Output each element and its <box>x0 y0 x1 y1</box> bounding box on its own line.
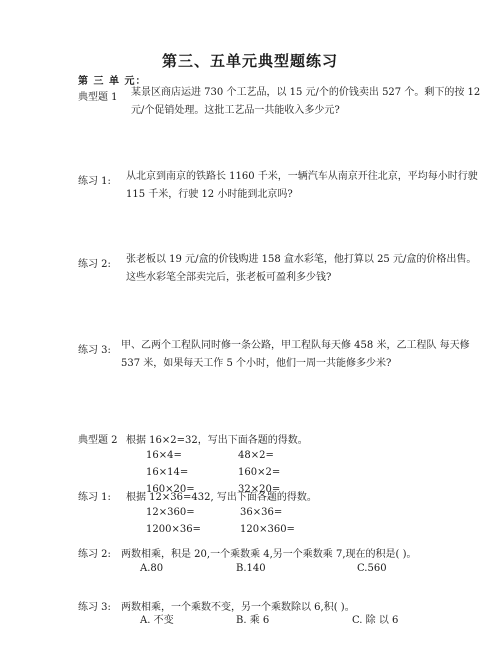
calc-item: 120×360= <box>240 524 295 535</box>
calc-item: 160×2= <box>238 467 281 478</box>
item-label: 典型题 2 <box>78 435 118 446</box>
calc-item: 1200×36= <box>146 524 201 535</box>
question-text: 两数相乘，积是 20,一个乘数乘 4,另一个乘数乘 7,现在的积是( )。 <box>121 549 417 560</box>
calc-item: 16×14= <box>146 467 189 478</box>
option-c: C.560 <box>357 563 387 574</box>
question-text <box>126 168 478 204</box>
calc-item: 48×2= <box>238 450 274 461</box>
calc-item: 160×20= <box>146 484 195 495</box>
option-a: A.80 <box>140 563 164 574</box>
question-line: 元/个促销处理。这批工艺品一共能收入多少元? <box>131 105 340 116</box>
calc-item: 12×360= <box>146 507 195 518</box>
question-line: 这些水彩笔全部卖完后，张老板可盈利多少钱? <box>126 272 332 283</box>
question-line: 从北京到南京的铁路长 1160 千米，一辆汽车从南京开往北京，平均每小时行驶 <box>126 171 478 182</box>
option-b: B. 乘 6 <box>236 615 270 626</box>
item-label: 练习 2: <box>78 259 111 270</box>
question-prompt: 根据 16×2=32，写出下面各题的得数。 <box>126 435 308 446</box>
question-line: 甲、乙两个工程队同时修一条公路，甲工程队每天修 458 米，乙工程队 每天修 <box>121 340 470 351</box>
question-text: 两数相乘，一个乘数不变，另一个乘数除以 6,积( )。 <box>121 602 355 613</box>
item-label: 练习 3: <box>78 602 111 613</box>
question-prompt: 根据 12×36=432, 写出下面各题的得数。 <box>126 492 317 503</box>
unit-heading: 第 三 单 元： <box>78 76 147 87</box>
calc-item: 16×4= <box>146 450 182 461</box>
question-line: 115 千米，行驶 12 小时能到北京吗? <box>126 189 293 200</box>
item-label: 练习 3: <box>78 345 111 356</box>
calc-item: 36×36= <box>240 507 283 518</box>
option-c: C. 除 以 6 <box>352 615 399 626</box>
question-line: 某景区商店运进 730 个工艺品，以 15 元/个的价钱卖出 527 个。剩下的按 12 <box>131 87 481 98</box>
item-label: 练习 2: <box>78 549 111 560</box>
item-label: 典型题 1 <box>78 92 118 103</box>
question-text <box>131 84 480 120</box>
question-text <box>126 251 476 287</box>
option-a: A. 不变 <box>140 615 174 626</box>
item-label: 练习 1: <box>78 176 111 187</box>
option-b: B.140 <box>236 563 266 574</box>
question-line: 张老板以 19 元/盒的价钱购进 158 盒水彩笔，他打算以 25 元/盒的价格出售。 <box>126 254 477 265</box>
calc-item: 32×20= <box>238 484 281 495</box>
page-title: 第三、五单元典型题练习 <box>161 52 338 70</box>
item-label: 练习 1: <box>78 492 111 503</box>
question-line: 537 米，如果每天工作 5 个小时，他们一周一共能修多少米? <box>121 358 392 369</box>
question-text <box>121 337 470 373</box>
